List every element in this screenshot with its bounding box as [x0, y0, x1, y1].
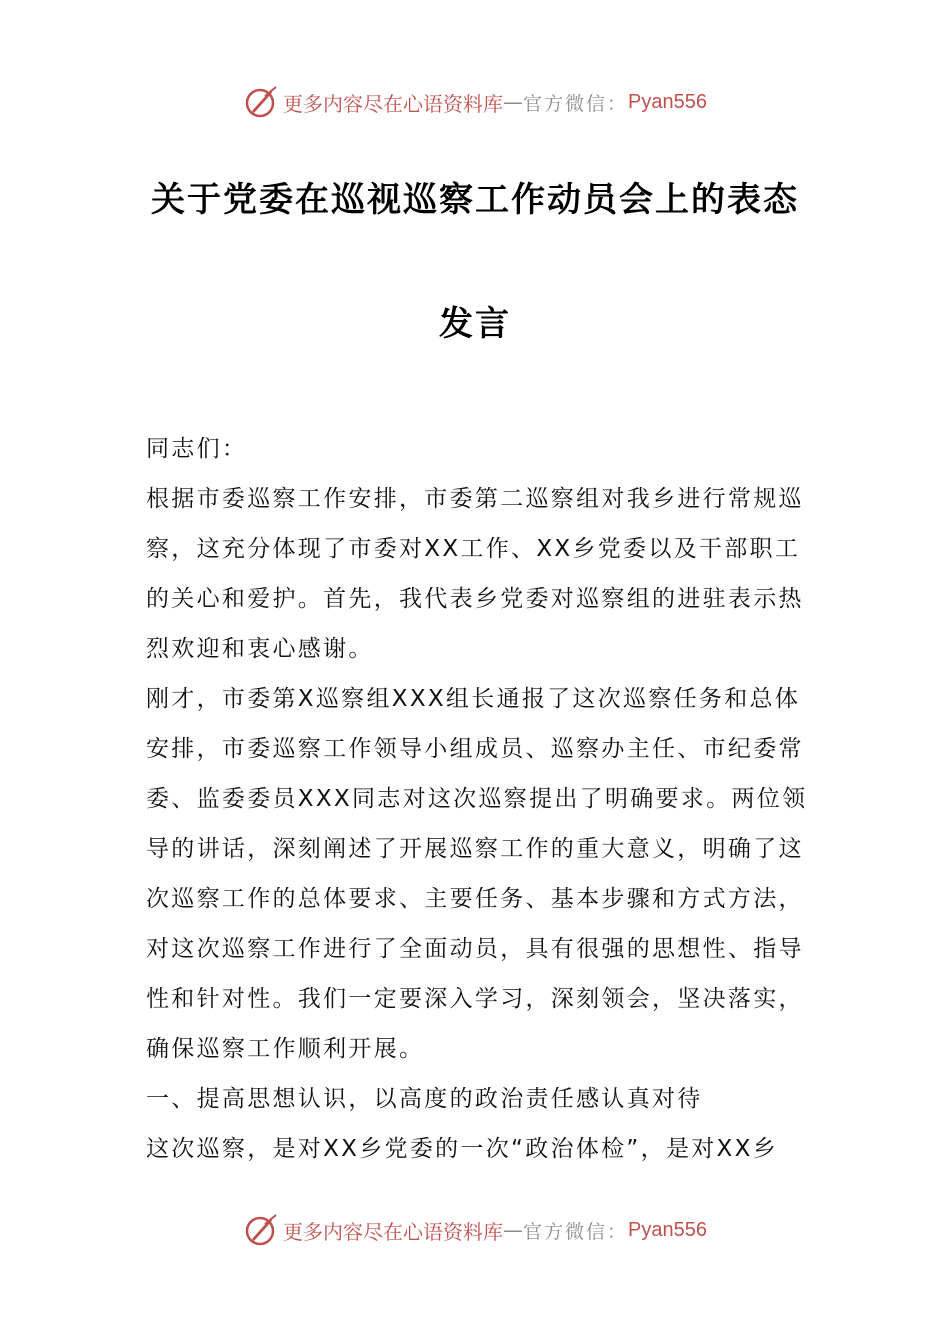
header-watermark: [0, 80, 950, 124]
paragraph: 根据市委巡察工作安排，市委第二巡察组对我乡进行常规巡察，这充分体现了市委对XX工作、XX乡党委以及干部职工的关心和爱护。首先，我代表乡党委对巡察组的进驻表示热烈欢迎和衷心感谢。: [146, 486, 804, 662]
watermark-dash: —: [503, 1218, 523, 1242]
watermark-wechat-id: Pyan556: [628, 90, 707, 113]
document-title-line1: 关于党委在巡视巡察工作动员会上的表态: [151, 180, 799, 220]
watermark-text: 更多内容尽在心语资料库: [283, 1219, 503, 1244]
paragraph: 这次巡察，是对XX乡党委的一次“政治体检”，是对XX乡: [146, 1136, 778, 1162]
salutation: 同志们：: [146, 436, 248, 462]
watermark-dash: —: [503, 90, 523, 114]
document-title-line2: 发言: [439, 304, 511, 344]
paragraph: 刚才，市委第X巡察组XXX组长通报了这次巡察任务和总体安排，市委巡察工作领导小组成员、巡察办主任、市纪委常委、监委委员XXX同志对这次巡察提出了明确要求。两位领导的讲话，深刻阐述了开展巡察工作的重大意义，明确了这次巡察工作的总体要求、主要任务、基本步骤和方式方法，对这次巡察工作进行了全面动员，具有很强的思想性、指导性和针对性。我们一定要深入学习，深刻领会，坚决落实，确保巡察工作顺利开展。: [146, 686, 808, 1062]
document-body: [146, 424, 810, 1174]
quill-pen-logo-icon: [243, 1212, 279, 1248]
watermark-text: 更多内容尽在心语资料库: [283, 91, 503, 116]
footer-watermark: [0, 1208, 950, 1252]
watermark-official-label: 官方微信：: [523, 92, 629, 115]
watermark-official-label: 官方微信：: [523, 1220, 629, 1243]
quill-pen-logo-icon: [243, 84, 279, 120]
section-heading: 一、提高思想认识，以高度的政治责任感认真对待: [146, 1086, 703, 1112]
watermark-wechat-id: Pyan556: [628, 1218, 707, 1241]
